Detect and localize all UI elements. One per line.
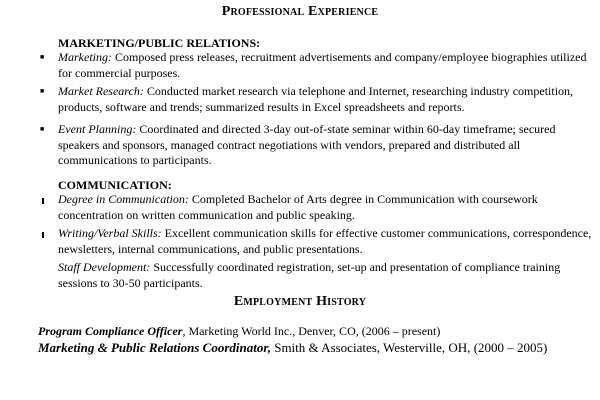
degree-entry xyxy=(58,192,598,223)
professional-experience-heading: Professional Experience xyxy=(221,4,379,19)
writing-skills-entry xyxy=(58,226,598,257)
marketing-pr-heading: MARKETING/PUBLIC RELATIONS: xyxy=(58,36,261,50)
entry-label: Event Planning: xyxy=(58,122,137,136)
job-title: Marketing & Public Relations Coordinator, xyxy=(38,340,271,355)
entry-label: Writing/Verbal Skills: xyxy=(58,226,162,240)
entry-label: Market Research: xyxy=(58,84,144,98)
marketing-entry xyxy=(58,50,598,81)
entry-text: Successfully coordinated registration, set-up and presentation of compliance training sessions to 30-50 participants. xyxy=(58,260,561,290)
job-entry xyxy=(38,324,440,339)
market-research-entry xyxy=(58,84,598,115)
employment-history-heading: Employment History xyxy=(233,294,367,309)
event-planning-entry xyxy=(58,122,598,169)
entry-text: Conducted market research via telephone and Internet, researching industry competition, products, software and trends; summarized results in Excel spreadsheets and reports. xyxy=(58,84,574,114)
entry-text: Coordinated and directed 3-day out-of-state seminar within 60-day timeframe; secured speakers and sponsors, managed contract negotiations with vendors, prepared and distributed all communications to participants. xyxy=(58,122,556,167)
entry-text: Completed Bachelor of Arts degree in Communication with coursework concentration on written communication and public speaking. xyxy=(58,192,538,222)
communication-heading: COMMUNICATION: xyxy=(58,178,172,192)
bullet-tick-icon xyxy=(42,198,44,204)
job-details: , Marketing World Inc., Denver, CO, (2006 – present) xyxy=(182,324,441,338)
bullet-tick-icon xyxy=(42,232,44,238)
entry-label: Marketing: xyxy=(58,50,112,64)
job-entry xyxy=(38,340,547,356)
staff-development-entry xyxy=(58,260,598,291)
square-bullet-icon: ■ xyxy=(40,53,45,61)
square-bullet-icon: ■ xyxy=(40,125,45,133)
entry-label: Degree in Communication: xyxy=(58,192,189,206)
job-title: Program Compliance Officer xyxy=(38,324,183,338)
entry-label: Staff Development: xyxy=(58,260,151,274)
job-details: Smith & Associates, Westerville, OH, (2000 – 2005) xyxy=(270,340,548,355)
entry-text: Composed press releases, recruitment advertisements and company/employee biographies utilized for commercial purposes. xyxy=(58,50,587,80)
entry-text: Excellent communication skills for effective customer communications, correspondence, newsletters, internal communications, and public presentations. xyxy=(58,226,592,256)
square-bullet-icon: ■ xyxy=(40,87,45,95)
